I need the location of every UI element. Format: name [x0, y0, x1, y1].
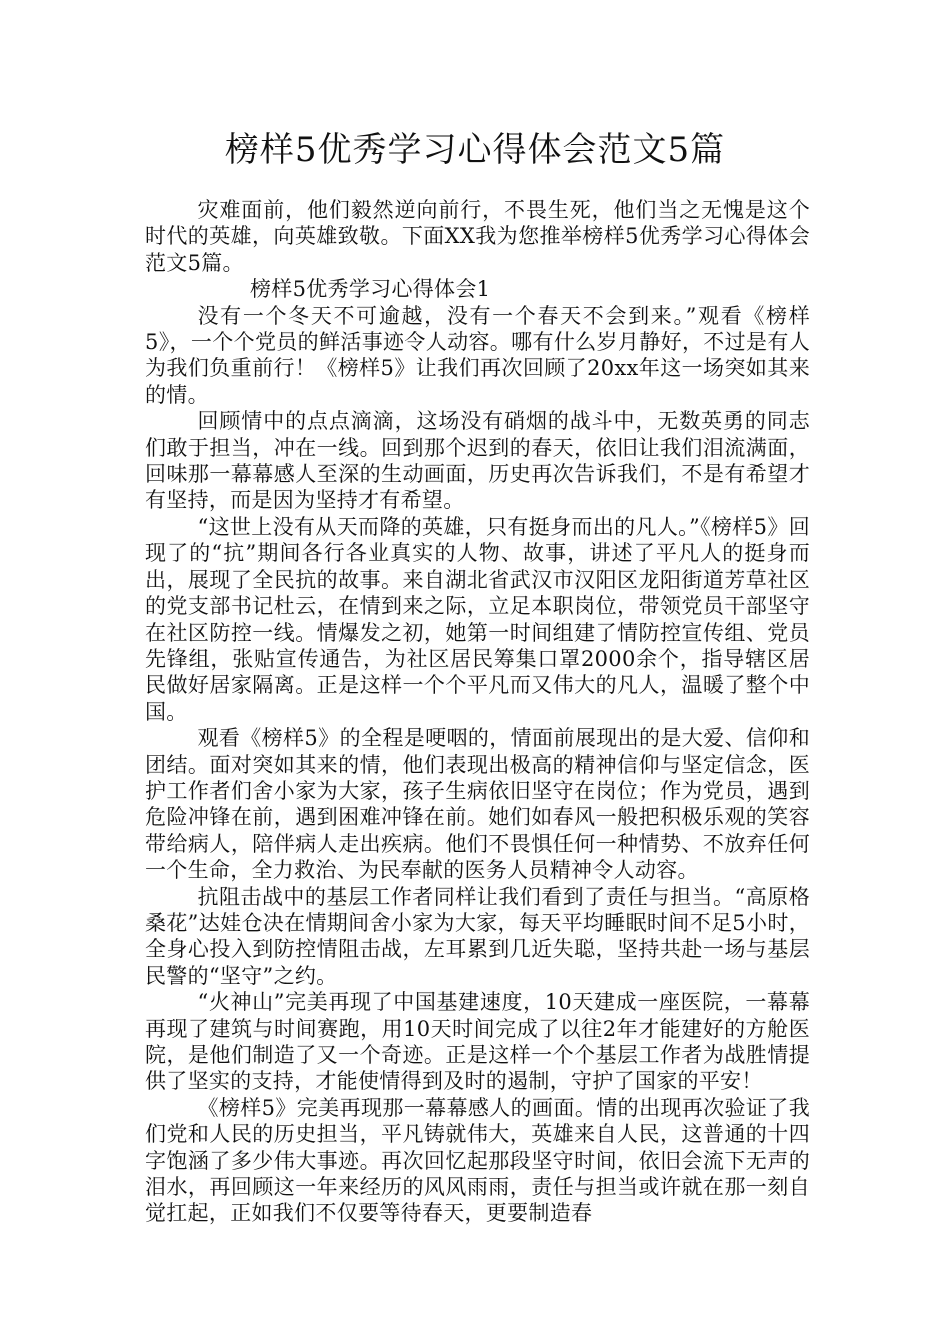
section-heading: 榜样5优秀学习心得体会1 [250, 277, 491, 302]
body-paragraph: 回顾情中的点点滴滴，这场没有硝烟的战斗中，无数英勇的同志们敢于担当，冲在一线。回到那个迟到的春天，依旧让我们泪流满面，回味那一幕幕感人至深的生动画面，历史再次告诉我们，不是有希望才有坚持，而是因为坚持才有希望。 [145, 409, 810, 513]
body-paragraph: 《榜样5》完美再现那一幕幕感人的画面。情的出现再次验证了我们党和人民的历史担当，平凡铸就伟大，英雄来自人民，这普通的十四字饱涵了多少伟大事迹。再次回忆起那段坚守时间，依旧会流下无声的泪水，再回顾这一年来经历的风风雨雨，责任与担当或许就在那一刻自觉扛起，正如我们不仅要等待春天，更要制造春 [145, 1095, 810, 1226]
body-paragraph: “火神山”完美再现了中国基建速度，10天建成一座医院，一幕幕再现了建筑与时间赛跑，用10天时间完成了以往2年才能建好的方舱医院，是他们制造了又一个奇迹。正是这样一个个基层工作者为战胜情提供了坚实的支持，才能使情得到及时的遏制，守护了国家的平安！ [145, 990, 810, 1094]
document-body [145, 197, 810, 1227]
intro-paragraph: 灾难面前，他们毅然逆向前行，不畏生死，他们当之无愧是这个时代的英雄，向英雄致敬。下面XX我为您推举榜样5优秀学习心得体会范文5篇。 [145, 198, 810, 275]
body-paragraph: 观看《榜样5》的全程是哽咽的，情面前展现出的是大爱、信仰和团结。面对突如其来的情，他们表现出极高的精神信仰与坚定信念，医护工作者们舍小家为大家，孩子生病依旧坚守在岗位；作为党员，遇到危险冲锋在前，遇到困难冲锋在前。她们如春风一般把积极乐观的笑容带给病人，陪伴病人走出疾病。他们不畏惧任何一种情势、不放弃任何一个生命，全力救治、为民奉献的医务人员精神令人动容。 [145, 726, 810, 883]
document-title: 榜样5优秀学习心得体会范文5篇 [224, 130, 726, 170]
body-paragraph: “这世上没有从天而降的英雄，只有挺身而出的凡人。”《榜样5》回现了的“抗”期间各行各业真实的人物、故事，讲述了平凡人的挺身而出，展现了全民抗的故事。来自湖北省武汉市汉阳区龙阳街道芳草社区的党支部书记杜云，在情到来之际，立足本职岗位，带领党员干部坚守在社区防控一线。情爆发之初，她第一时间组建了情防控宣传组、党员先锋组，张贴宣传通告，为社区居民筹集口罩2000余个，指导辖区居民做好居家隔离。正是这样一个个平凡而又伟大的凡人，温暖了整个中国。 [145, 514, 810, 724]
body-paragraph: 抗阻击战中的基层工作者同样让我们看到了责任与担当。“高原格桑花”达娃仓决在情期间舍小家为大家，每天平均睡眠时间不足5小时，全身心投入到防控情阻击战，左耳累到几近失聪，坚持共赴一场与基层民警的“坚守”之约。 [145, 884, 810, 988]
body-paragraph: 没有一个冬天不可逾越，没有一个春天不会到来。”观看《榜样5》，一个个党员的鲜活事迹令人动容。哪有什么岁月静好，不过是有人为我们负重前行！《榜样5》让我们再次回顾了20xx年这一场突如其来的情。 [145, 303, 810, 407]
